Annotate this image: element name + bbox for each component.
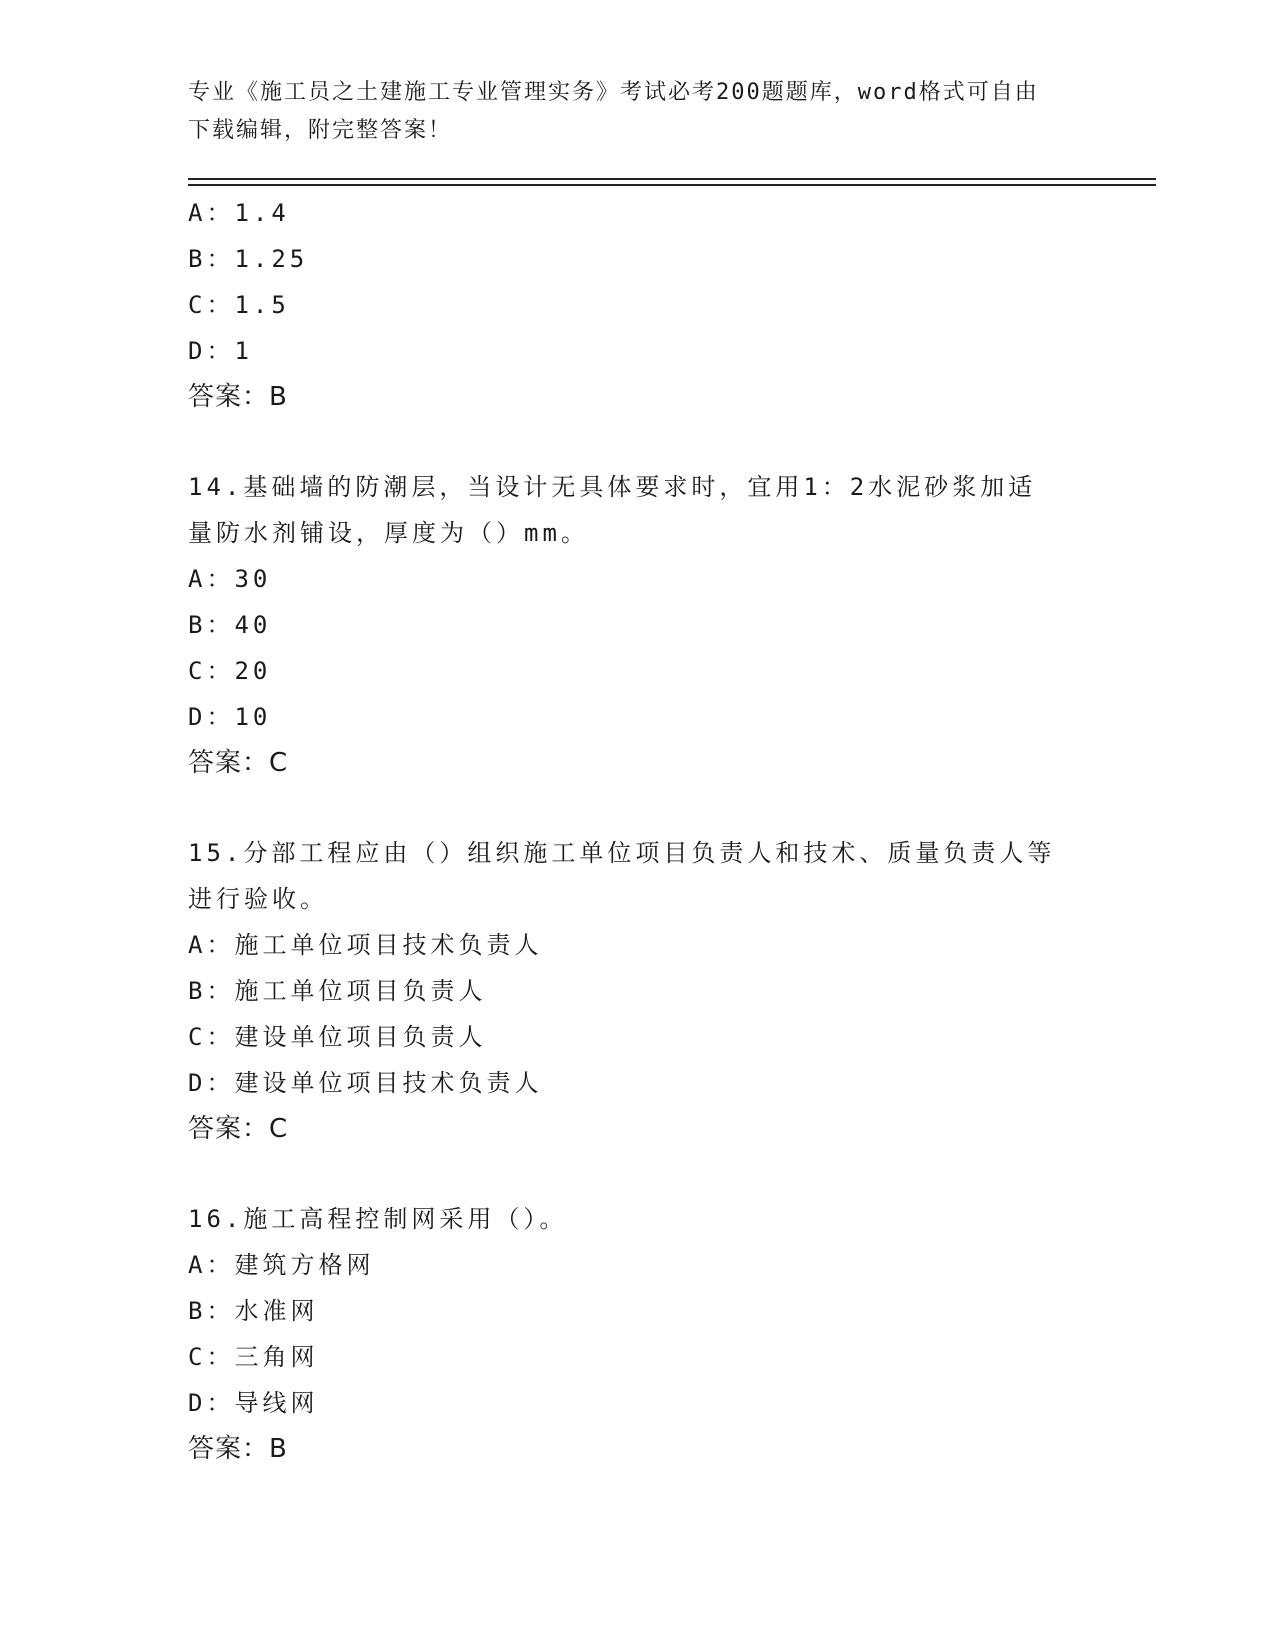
option-b: B：1.25: [188, 245, 309, 273]
option-d: D：1: [188, 337, 253, 365]
question-14: [188, 464, 1088, 786]
option-d: D：导线网: [188, 1389, 319, 1417]
question-list: [188, 190, 1088, 1472]
option-b: B：水准网: [188, 1297, 319, 1325]
option-c: C：建设单位项目负责人: [188, 1023, 487, 1051]
answer-line: 答案：B: [188, 382, 288, 412]
answer-line: 答案：B: [188, 1434, 288, 1464]
question-15: [188, 830, 1088, 1152]
answer-line: 答案：C: [188, 748, 289, 778]
option-a: A：1.4: [188, 199, 290, 227]
question-text-line-2: 进行验收。: [188, 885, 328, 913]
option-b: B：施工单位项目负责人: [188, 977, 487, 1005]
option-c: C：20: [188, 657, 272, 685]
question-16: [188, 1196, 1088, 1472]
option-a: A：30: [188, 565, 272, 593]
option-b: B：40: [188, 611, 272, 639]
header-line-2: 下载编辑，附完整答案！: [188, 118, 453, 143]
question-text-line-2: 量防水剂铺设，厚度为（）mm。: [188, 519, 589, 547]
document-header: [188, 74, 1088, 150]
option-a: A：建筑方格网: [188, 1251, 375, 1279]
option-c: C：三角网: [188, 1343, 319, 1371]
header-divider-top: [188, 178, 1156, 180]
question-text-line-1: 16.施工高程控制网采用（）。: [188, 1205, 568, 1233]
header-divider-bottom: [188, 184, 1156, 186]
option-a: A：施工单位项目技术负责人: [188, 931, 543, 959]
question-text-line-1: 14.基础墙的防潮层，当设计无具体要求时，宜用1：2水泥砂浆加适: [188, 473, 1037, 501]
option-d: D：建设单位项目技术负责人: [188, 1069, 543, 1097]
option-c: C：1.5: [188, 291, 290, 319]
question-13: [188, 190, 1088, 420]
option-d: D：10: [188, 703, 272, 731]
question-text-line-1: 15.分部工程应由（）组织施工单位项目负责人和技术、质量负责人等: [188, 839, 1056, 867]
answer-line: 答案：C: [188, 1114, 289, 1144]
header-line-1: 专业《施工员之土建施工专业管理实务》考试必考200题题库，word格式可自由: [188, 80, 1039, 105]
